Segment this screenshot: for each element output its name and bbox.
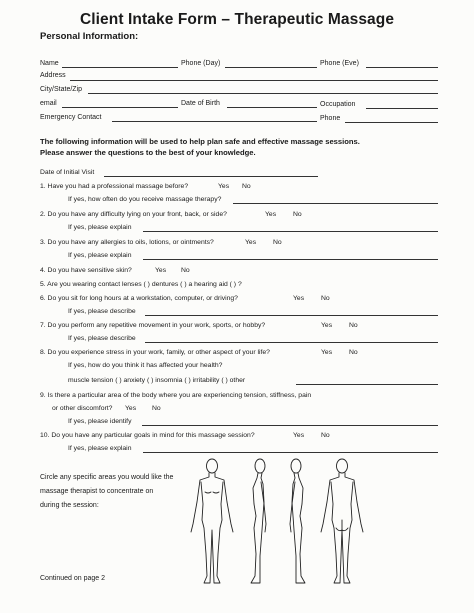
date-initial-visit-label: Date of Initial Visit xyxy=(40,169,95,176)
question-4: 4. Do you have sensitive skin? xyxy=(40,267,132,274)
form-title: Client Intake Form – Therapeutic Massage xyxy=(79,11,395,28)
phone-eve-label: Phone (Eve) xyxy=(320,60,359,67)
circle-instructions-line-2: massage therapist to concentrate on xyxy=(40,488,154,495)
q1-yes-option[interactable]: Yes xyxy=(218,183,230,190)
name-field[interactable] xyxy=(62,67,178,68)
email-field[interactable] xyxy=(62,107,178,108)
q9-no-option[interactable]: No xyxy=(152,405,161,412)
address-field[interactable] xyxy=(70,80,438,81)
dob-label: Date of Birth xyxy=(181,100,220,107)
city-state-zip-label: City/State/Zip xyxy=(40,86,83,93)
q3-no-option[interactable]: No xyxy=(273,239,282,246)
occupation-label: Occupation xyxy=(320,101,356,108)
emergency-contact-label: Emergency Contact xyxy=(40,114,102,121)
question-6-followup: If yes, please describe xyxy=(68,308,136,315)
dob-field[interactable] xyxy=(227,107,317,108)
continued-note: Continued on page 2 xyxy=(40,575,105,582)
body-diagram[interactable] xyxy=(176,458,376,586)
email-label: email xyxy=(40,100,57,107)
body-figure-side-left[interactable] xyxy=(251,459,266,583)
question-2-followup: If yes, please explain xyxy=(68,224,132,231)
q1-no-option[interactable]: No xyxy=(242,183,251,190)
q8-yes-option[interactable]: Yes xyxy=(321,349,333,356)
stress-symptom-options[interactable]: muscle tension ( ) anxiety ( ) insomnia ( ) irritability ( ) other xyxy=(68,377,246,384)
q8-no-option[interactable]: No xyxy=(349,349,358,356)
body-figure-back[interactable] xyxy=(321,459,363,583)
question-5: 5. Are you wearing contact lenses ( ) dentures ( ) a hearing aid ( ) ? xyxy=(40,281,242,288)
q2-followup-field[interactable] xyxy=(143,231,438,232)
question-8-followup: If yes, how do you think it has affected your health? xyxy=(68,362,223,369)
q6-no-option[interactable]: No xyxy=(321,295,330,302)
circle-instructions-line-1: Circle any specific areas you would like the xyxy=(40,474,174,481)
q6-followup-field[interactable] xyxy=(145,315,438,316)
q2-no-option[interactable]: No xyxy=(293,211,302,218)
body-figure-side-right[interactable] xyxy=(290,459,305,583)
q9-yes-option[interactable]: Yes xyxy=(125,405,137,412)
notice-line-1: The following information will be used to help plan safe and effective massage sessions. xyxy=(40,137,360,146)
q3-yes-option[interactable]: Yes xyxy=(245,239,257,246)
question-3: 3. Do you have any allergies to oils, lotions, or ointments? xyxy=(40,239,214,246)
question-7-followup: If yes, please describe xyxy=(68,335,136,342)
q6-yes-option[interactable]: Yes xyxy=(293,295,305,302)
question-9-line-1: 9. Is there a particular area of the body where you are experiencing tension, stiffness, pain xyxy=(40,392,312,399)
emergency-phone-field[interactable] xyxy=(345,122,438,123)
question-3-followup: If yes, please explain xyxy=(68,252,132,259)
q7-no-option[interactable]: No xyxy=(349,322,358,329)
q7-yes-option[interactable]: Yes xyxy=(321,322,333,329)
question-1: 1. Have you had a professional massage before? xyxy=(40,183,189,190)
q9-followup-field[interactable] xyxy=(142,425,438,426)
question-9-line-2: or other discomfort? xyxy=(52,405,113,412)
q2-yes-option[interactable]: Yes xyxy=(265,211,277,218)
q4-yes-option[interactable]: Yes xyxy=(155,267,167,274)
phone-day-field[interactable] xyxy=(225,67,317,68)
body-figure-front[interactable] xyxy=(191,459,233,583)
q7-followup-field[interactable] xyxy=(145,342,438,343)
question-10-followup: If yes, please explain xyxy=(68,445,132,452)
notice-line-2: Please answer the questions to the best of your knowledge. xyxy=(40,148,256,157)
phone-eve-field[interactable] xyxy=(366,67,438,68)
question-2: 2. Do you have any difficulty lying on your front, back, or side? xyxy=(40,211,227,218)
date-initial-visit-field[interactable] xyxy=(104,176,318,177)
question-7: 7. Do you perform any repetitive movement in your work, sports, or hobby? xyxy=(40,322,266,329)
question-9-followup: If yes, please identify xyxy=(68,418,132,425)
q10-no-option[interactable]: No xyxy=(321,432,330,439)
other-symptom-field[interactable] xyxy=(296,384,438,385)
emergency-contact-field[interactable] xyxy=(112,121,317,122)
address-label: Address xyxy=(40,72,66,79)
name-label: Name xyxy=(40,60,59,67)
personal-info-heading: Personal Information: xyxy=(40,31,139,42)
question-8: 8. Do you experience stress in your work, family, or other aspect of your life? xyxy=(40,349,270,356)
city-state-zip-field[interactable] xyxy=(88,93,438,94)
q1-followup-field[interactable] xyxy=(233,203,438,204)
question-1-followup: If yes, how often do you receive massage therapy? xyxy=(68,196,222,203)
q3-followup-field[interactable] xyxy=(143,259,438,260)
emergency-phone-label: Phone xyxy=(320,115,341,122)
occupation-field[interactable] xyxy=(366,108,438,109)
phone-day-label: Phone (Day) xyxy=(181,60,221,67)
q4-no-option[interactable]: No xyxy=(181,267,190,274)
question-10: 10. Do you have any particular goals in mind for this massage session? xyxy=(40,432,255,439)
q10-followup-field[interactable] xyxy=(143,452,438,453)
q10-yes-option[interactable]: Yes xyxy=(293,432,305,439)
question-6: 6. Do you sit for long hours at a workstation, computer, or driving? xyxy=(40,295,238,302)
circle-instructions-line-3: during the session: xyxy=(40,502,99,509)
